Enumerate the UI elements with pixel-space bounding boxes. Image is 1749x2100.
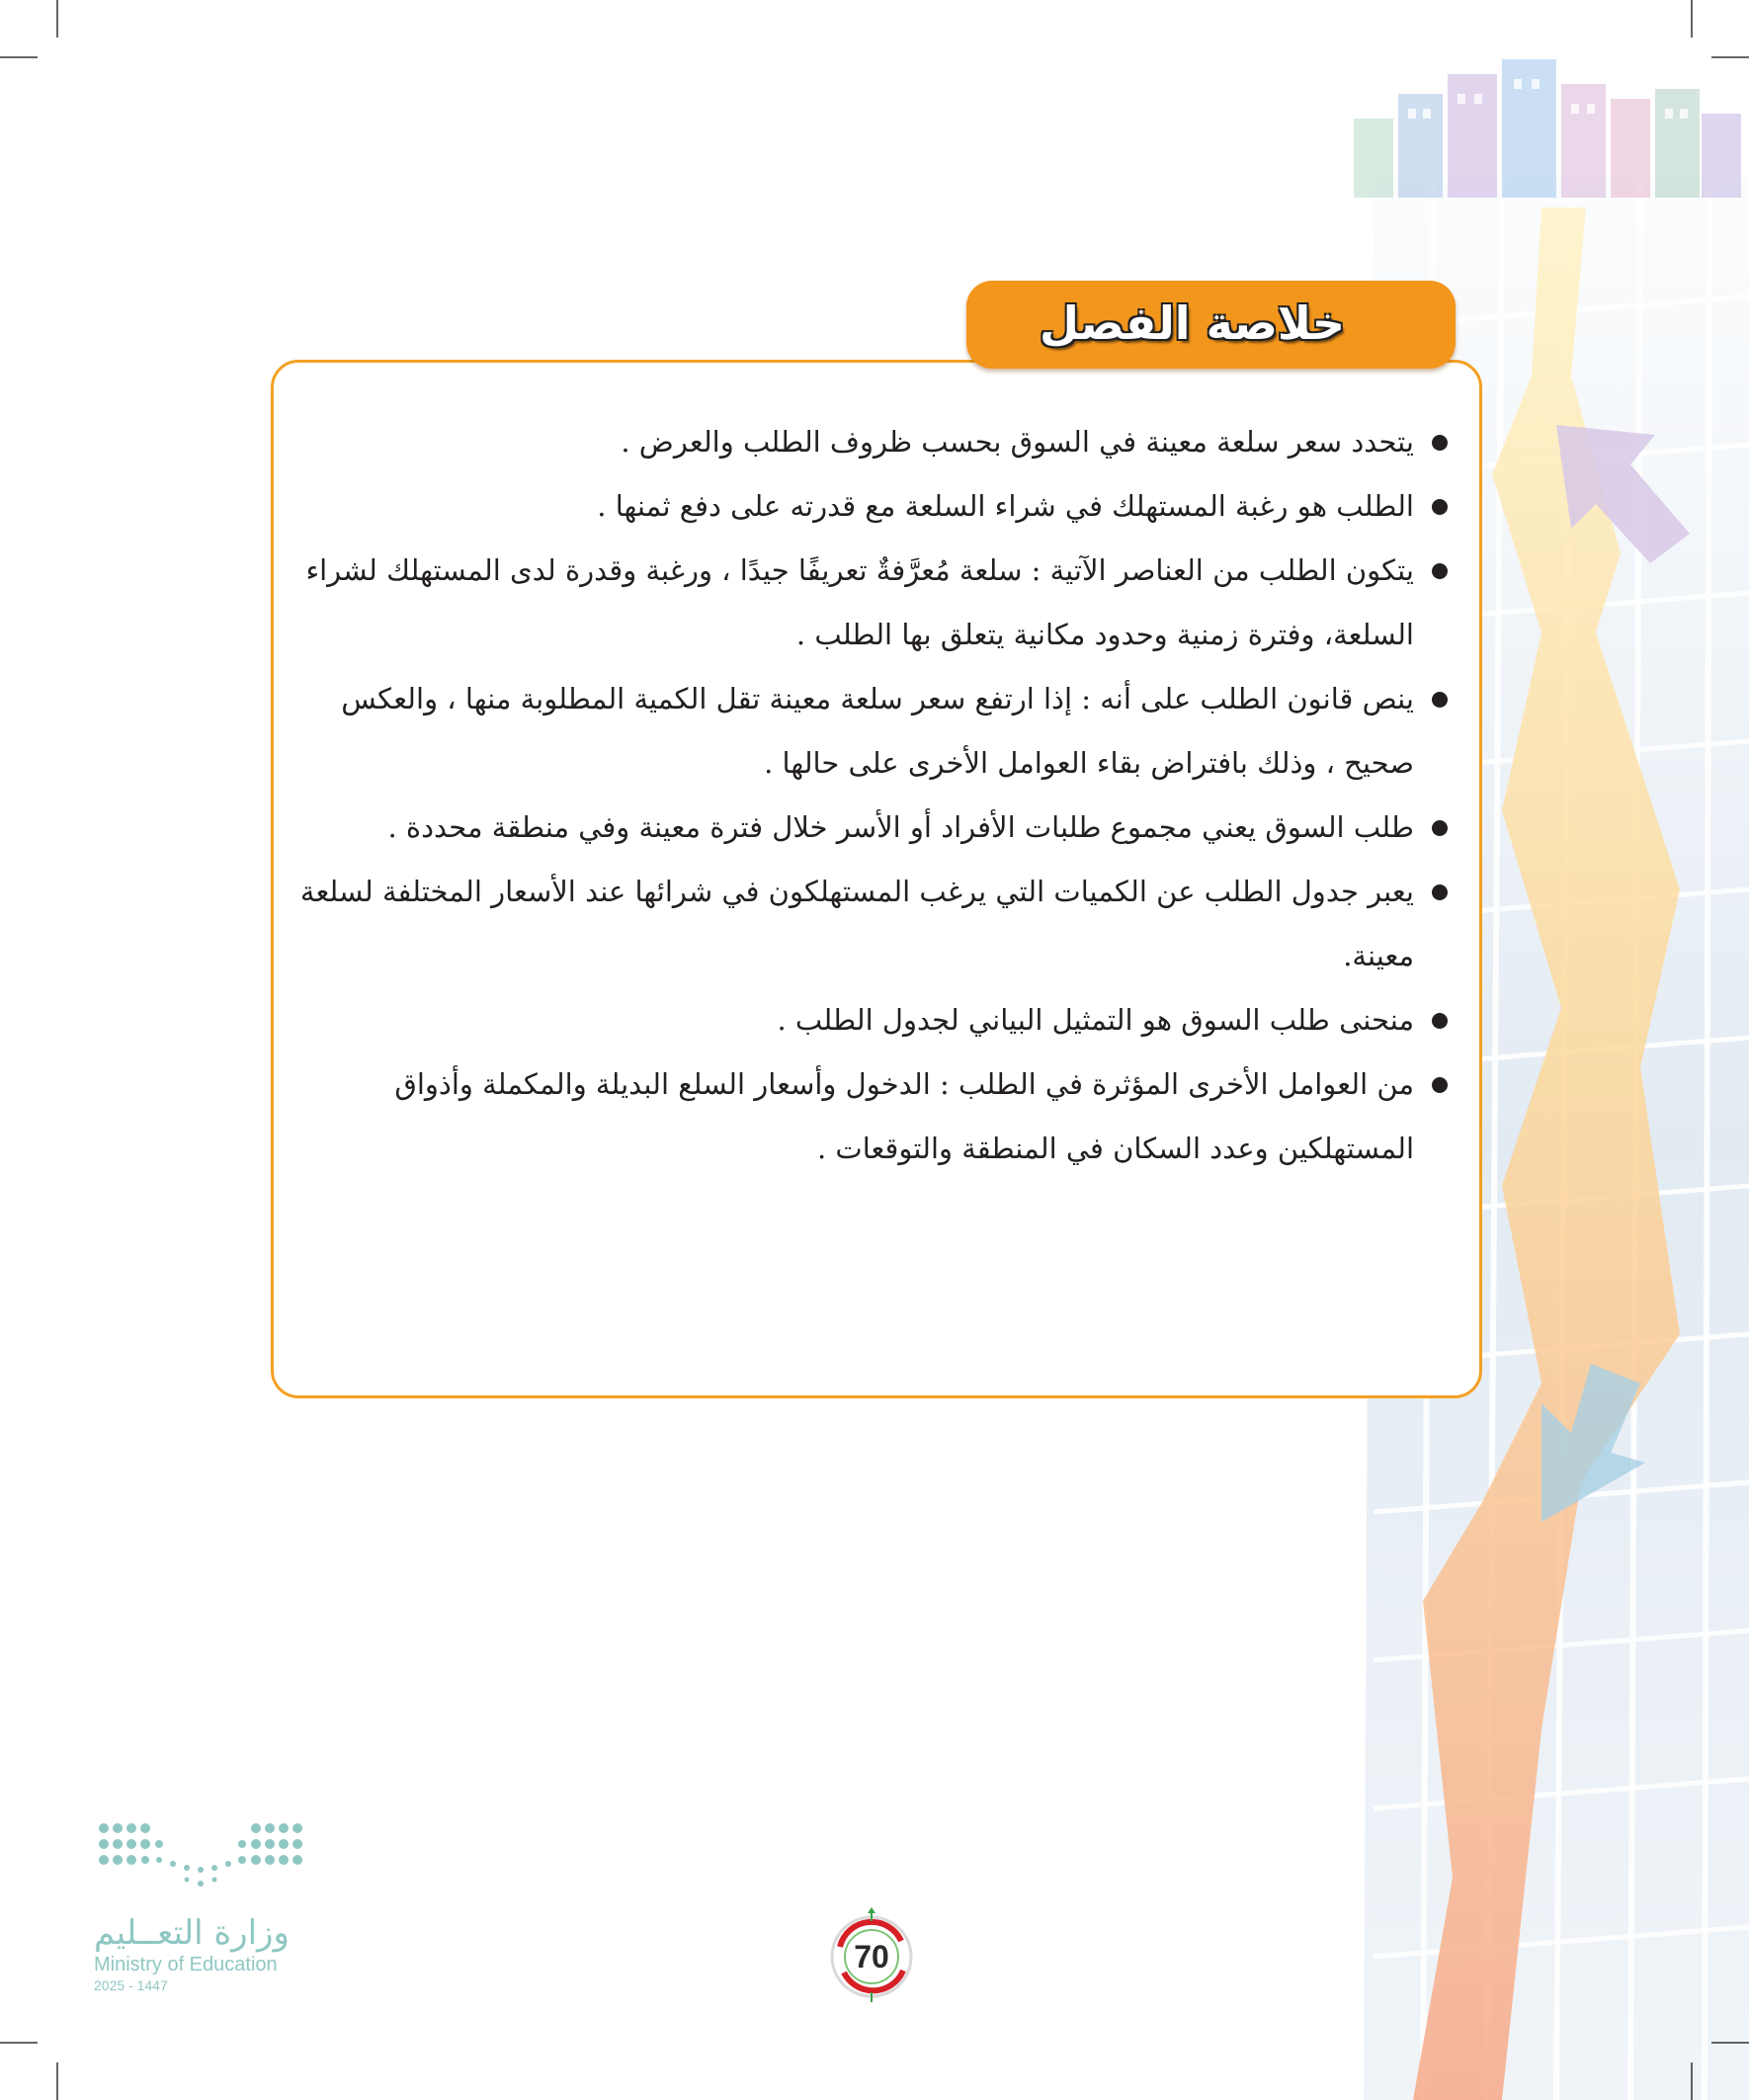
- list-item: [299, 410, 1452, 474]
- list-item-text: منحنى طلب السوق هو التمثيل البياني لجدول الطلب .: [777, 1003, 1414, 1037]
- ministry-name-en: Ministry of Education: [94, 1954, 278, 1975]
- list-item: [299, 796, 1452, 860]
- bullet-icon: [1432, 499, 1448, 515]
- bullet-icon: [1432, 1013, 1448, 1029]
- page-number-badge: [824, 1907, 919, 2002]
- list-item-text: ينص قانون الطلب على أنه : إذا ارتفع سعر سلعة معينة تقل الكمية المطلوبة منها ، والعكس صحيح ، وذلك بافتراض بقاء العوامل الأخرى على حالها .: [341, 682, 1414, 780]
- bullet-icon: [1432, 435, 1448, 451]
- list-item: [299, 860, 1452, 988]
- ministry-dots-icon: [94, 1818, 311, 1897]
- summary-box: [271, 360, 1482, 1398]
- bullet-icon: [1432, 563, 1448, 579]
- bullet-icon: [1432, 820, 1448, 836]
- list-item: [299, 539, 1452, 667]
- ministry-name-ar: وزارة التعــليم: [94, 1913, 290, 1953]
- summary-header-tab: [966, 281, 1456, 369]
- ministry-year: 2025 - 1447: [94, 1977, 168, 1993]
- list-item-text: الطلب هو رغبة المستهلك في شراء السلعة مع قدرته على دفع ثمنها .: [597, 489, 1414, 523]
- list-item: [299, 988, 1452, 1052]
- list-item-text: يعبر جدول الطلب عن الكميات التي يرغب المستهلكون في شرائها عند الأسعار المختلفة لسلعة معينة.: [299, 875, 1414, 972]
- page-number: 70: [854, 1939, 889, 1974]
- list-item-text: طلب السوق يعني مجموع طلبات الأفراد أو الأسر خلال فترة معينة وفي منطقة محددة .: [387, 810, 1414, 844]
- list-item: [299, 1052, 1452, 1181]
- list-item-text: من العوامل الأخرى المؤثرة في الطلب : الدخول وأسعار السلع البديلة والمكملة وأذواق المستهلكين وعدد السكان في المنطقة والتوقعات .: [394, 1067, 1414, 1165]
- summary-title: خلاصة الفصل: [1040, 296, 1345, 350]
- bullet-icon: [1432, 692, 1448, 708]
- list-item-text: يتحدد سعر سلعة معينة في السوق بحسب ظروف الطلب والعرض .: [621, 425, 1414, 459]
- summary-list: [299, 410, 1452, 1181]
- list-item: [299, 474, 1452, 539]
- ministry-logo: [94, 1818, 331, 1994]
- city-buildings-graphic: [1354, 59, 1741, 198]
- bullet-icon: [1432, 884, 1448, 900]
- list-item: [299, 667, 1452, 796]
- list-item-text: يتكون الطلب من العناصر الآتية : سلعة مُعرَّفةٌ تعريفًا جيدًا ، ورغبة وقدرة لدى المستهلك لشراء السلعة، وفترة زمنية وحدود مكانية يتعلق بها الطلب .: [305, 553, 1414, 651]
- bullet-icon: [1432, 1077, 1448, 1093]
